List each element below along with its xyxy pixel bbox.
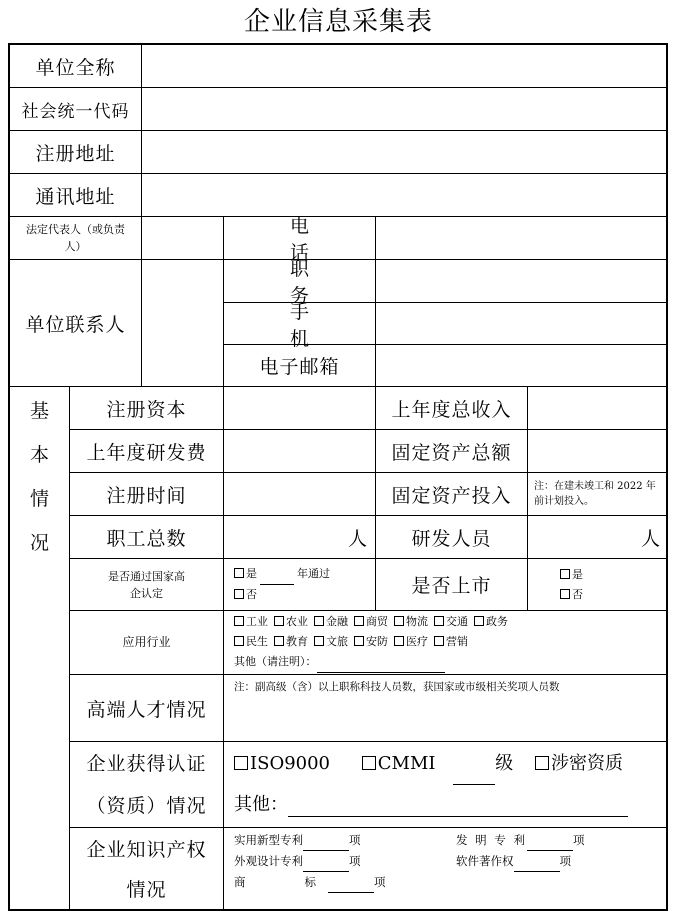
cert-label-2: （资质）情况 — [86, 794, 207, 817]
checkbox-hitech-no[interactable] — [234, 589, 244, 599]
label-rd-staff: 研发人员 — [376, 516, 528, 559]
label-hitech: 是否通过国家高企认定 — [70, 559, 224, 611]
checkbox-row1-6[interactable] — [474, 616, 484, 626]
software-unit: 项 — [559, 854, 571, 868]
label-basic-info — [10, 387, 70, 911]
industry-other-input[interactable] — [317, 652, 445, 673]
design-unit: 项 — [349, 854, 361, 868]
industry-row-1 — [234, 612, 514, 632]
checkbox-iso9000[interactable] — [234, 756, 248, 770]
checkbox-row2-3[interactable] — [354, 636, 364, 646]
checkbox-row2-4[interactable] — [394, 636, 404, 646]
industry-option[interactable] — [474, 615, 508, 628]
industry-option-label: 交通 — [446, 615, 468, 628]
industry-option-label: 农业 — [286, 615, 308, 628]
industry-option-label: 医疗 — [406, 635, 428, 648]
label-phone: 电话 — [224, 217, 376, 260]
checkbox-row1-1[interactable] — [274, 616, 284, 626]
label-reg-address: 注册地址 — [10, 131, 142, 174]
industry-option[interactable] — [354, 635, 388, 648]
input-phone[interactable] — [376, 217, 668, 260]
checkbox-listed-yes[interactable] — [560, 569, 570, 579]
input-rd-expense[interactable] — [224, 430, 376, 473]
ip-label-2: 情况 — [126, 878, 167, 901]
input-email[interactable] — [376, 345, 668, 387]
invention-input[interactable] — [527, 830, 573, 851]
industry-option-label: 工业 — [246, 615, 268, 628]
label-position: 职务 — [224, 260, 376, 303]
cert-other-label: 其他： — [234, 794, 288, 815]
industry-option-label: 商贸 — [366, 615, 388, 628]
industry-option-label: 安防 — [366, 635, 388, 648]
label-talent: 高端人才情况 — [70, 675, 224, 742]
industry-options — [224, 611, 668, 675]
input-rd-staff[interactable] — [528, 516, 668, 559]
label-mail-address: 通讯地址 — [10, 174, 142, 217]
listed-no-label: 否 — [572, 587, 583, 601]
label-last-revenue: 上年度总收入 — [376, 387, 528, 430]
hitech-options — [224, 559, 376, 611]
checkbox-row2-2[interactable] — [314, 636, 324, 646]
label-credit-code: 社会统一代码 — [10, 88, 142, 131]
note-talent: 注：副高级（含）以上职称科技人员数，获国家或市级相关奖项人员数 — [224, 675, 668, 742]
utility-label: 实用新型专利 — [234, 833, 303, 847]
industry-other-label: 其他（请注明）： — [234, 655, 317, 668]
hitech-year-blank[interactable] — [260, 564, 294, 585]
hitech-year-label: 年通过 — [297, 567, 330, 580]
industry-option-label: 教育 — [286, 635, 308, 648]
software-label: 软件著作权 — [456, 854, 514, 868]
basic-char-3: 情 — [29, 488, 49, 510]
trademark-label: 商 标 — [234, 875, 328, 889]
rd-staff-unit: 人 — [640, 527, 660, 550]
ip-col-left — [234, 830, 386, 893]
hitech-no-label: 否 — [246, 588, 257, 601]
basic-char-4: 况 — [29, 532, 49, 554]
industry-option[interactable] — [354, 615, 388, 628]
software-input[interactable] — [514, 851, 560, 872]
input-fixed-assets[interactable] — [528, 430, 668, 473]
industry-option-label: 民生 — [246, 635, 268, 648]
ip-fields — [224, 828, 668, 911]
trademark-unit: 项 — [374, 875, 386, 889]
label-cert — [70, 742, 224, 828]
checkbox-row2-0[interactable] — [234, 636, 244, 646]
basic-char-1: 基 — [29, 400, 49, 422]
industry-option[interactable] — [394, 635, 428, 648]
basic-char-2: 本 — [29, 444, 49, 466]
input-reg-capital[interactable] — [224, 387, 376, 430]
info-form-table — [8, 43, 668, 911]
industry-option[interactable] — [234, 615, 268, 628]
industry-option[interactable] — [434, 615, 468, 628]
input-credit-code[interactable] — [142, 88, 668, 131]
ip-col-right — [456, 830, 584, 872]
input-staff-total[interactable] — [224, 516, 376, 559]
label-ip — [70, 828, 224, 911]
secret-label: 涉密资质 — [550, 753, 623, 774]
industry-option-label: 营销 — [446, 635, 468, 648]
industry-option-label: 文旅 — [326, 635, 348, 648]
industry-option[interactable] — [314, 615, 348, 628]
input-reg-time[interactable] — [224, 473, 376, 516]
checkbox-row1-0[interactable] — [234, 616, 244, 626]
industry-option[interactable] — [274, 635, 308, 648]
form-title: 企业信息采集表 — [243, 7, 433, 37]
checkbox-row2-5[interactable] — [434, 636, 444, 646]
cmmi-level-label: 级 — [495, 753, 514, 774]
cert-options — [224, 742, 668, 828]
label-staff-total: 职工总数 — [70, 516, 224, 559]
cmmi-label: CMMI — [377, 753, 436, 774]
label-reg-capital: 注册资本 — [70, 387, 224, 430]
label-fixed-invest: 固定资产投入 — [376, 473, 528, 516]
invention-unit: 项 — [572, 833, 585, 847]
trademark-input[interactable] — [328, 872, 374, 893]
label-industry: 应用行业 — [70, 611, 224, 675]
industry-row-2 — [234, 632, 474, 652]
cert-label-1: 企业获得认证 — [86, 752, 207, 775]
checkbox-row1-3[interactable] — [354, 616, 364, 626]
checkbox-hitech-yes[interactable] — [234, 568, 244, 578]
invention-label: 发 明 专 利 — [456, 833, 527, 847]
industry-option-label: 物流 — [406, 615, 428, 628]
label-listed: 是否上市 — [376, 559, 528, 611]
cmmi-level-input[interactable] — [453, 744, 495, 785]
input-contact[interactable] — [142, 260, 224, 387]
industry-option-label: 政务 — [486, 615, 508, 628]
checkbox-cmmi[interactable] — [362, 756, 376, 770]
input-last-revenue[interactable] — [528, 387, 668, 430]
checkbox-row2-1[interactable] — [274, 636, 284, 646]
input-position[interactable] — [376, 260, 668, 303]
label-unit-name: 单位全称 — [10, 45, 142, 88]
label-contact: 单位联系人 — [10, 260, 142, 387]
design-label: 外观设计专利 — [234, 854, 303, 868]
cert-other-input[interactable] — [288, 794, 628, 817]
label-legal-rep: 法定代表人（或负责人） — [10, 217, 142, 260]
input-unit-name[interactable] — [142, 45, 668, 88]
design-input[interactable] — [303, 851, 349, 872]
industry-option[interactable] — [394, 615, 428, 628]
industry-option[interactable] — [234, 635, 268, 648]
hitech-yes-label: 是 — [246, 567, 257, 580]
ip-label-1: 企业知识产权 — [86, 838, 207, 861]
checkbox-secret[interactable] — [535, 756, 549, 770]
label-email: 电子邮箱 — [224, 345, 376, 387]
checkbox-row1-5[interactable] — [434, 616, 444, 626]
checkbox-listed-no[interactable] — [560, 589, 570, 599]
label-reg-time: 注册时间 — [70, 473, 224, 516]
industry-option[interactable] — [314, 635, 348, 648]
staff-unit: 人 — [347, 527, 367, 550]
industry-option[interactable] — [434, 635, 468, 648]
input-legal-rep[interactable] — [142, 217, 224, 260]
note-fixed-invest: 注：在建未竣工和 2022 年前计划投入。 — [528, 473, 668, 516]
checkbox-row1-2[interactable] — [314, 616, 324, 626]
label-rd-expense: 上年度研发费 — [70, 430, 224, 473]
industry-option[interactable] — [274, 615, 308, 628]
listed-yes-label: 是 — [572, 567, 583, 581]
utility-unit: 项 — [349, 833, 361, 847]
label-fixed-assets: 固定资产总额 — [376, 430, 528, 473]
utility-input[interactable] — [303, 830, 349, 851]
input-mail-address[interactable] — [142, 174, 668, 217]
iso-label: ISO9000 — [250, 753, 331, 774]
listed-options — [528, 559, 668, 611]
input-reg-address[interactable] — [142, 131, 668, 174]
input-mobile[interactable] — [376, 303, 668, 345]
industry-option-label: 金融 — [326, 615, 348, 628]
label-mobile: 手机 — [224, 303, 376, 345]
checkbox-row1-4[interactable] — [394, 616, 404, 626]
